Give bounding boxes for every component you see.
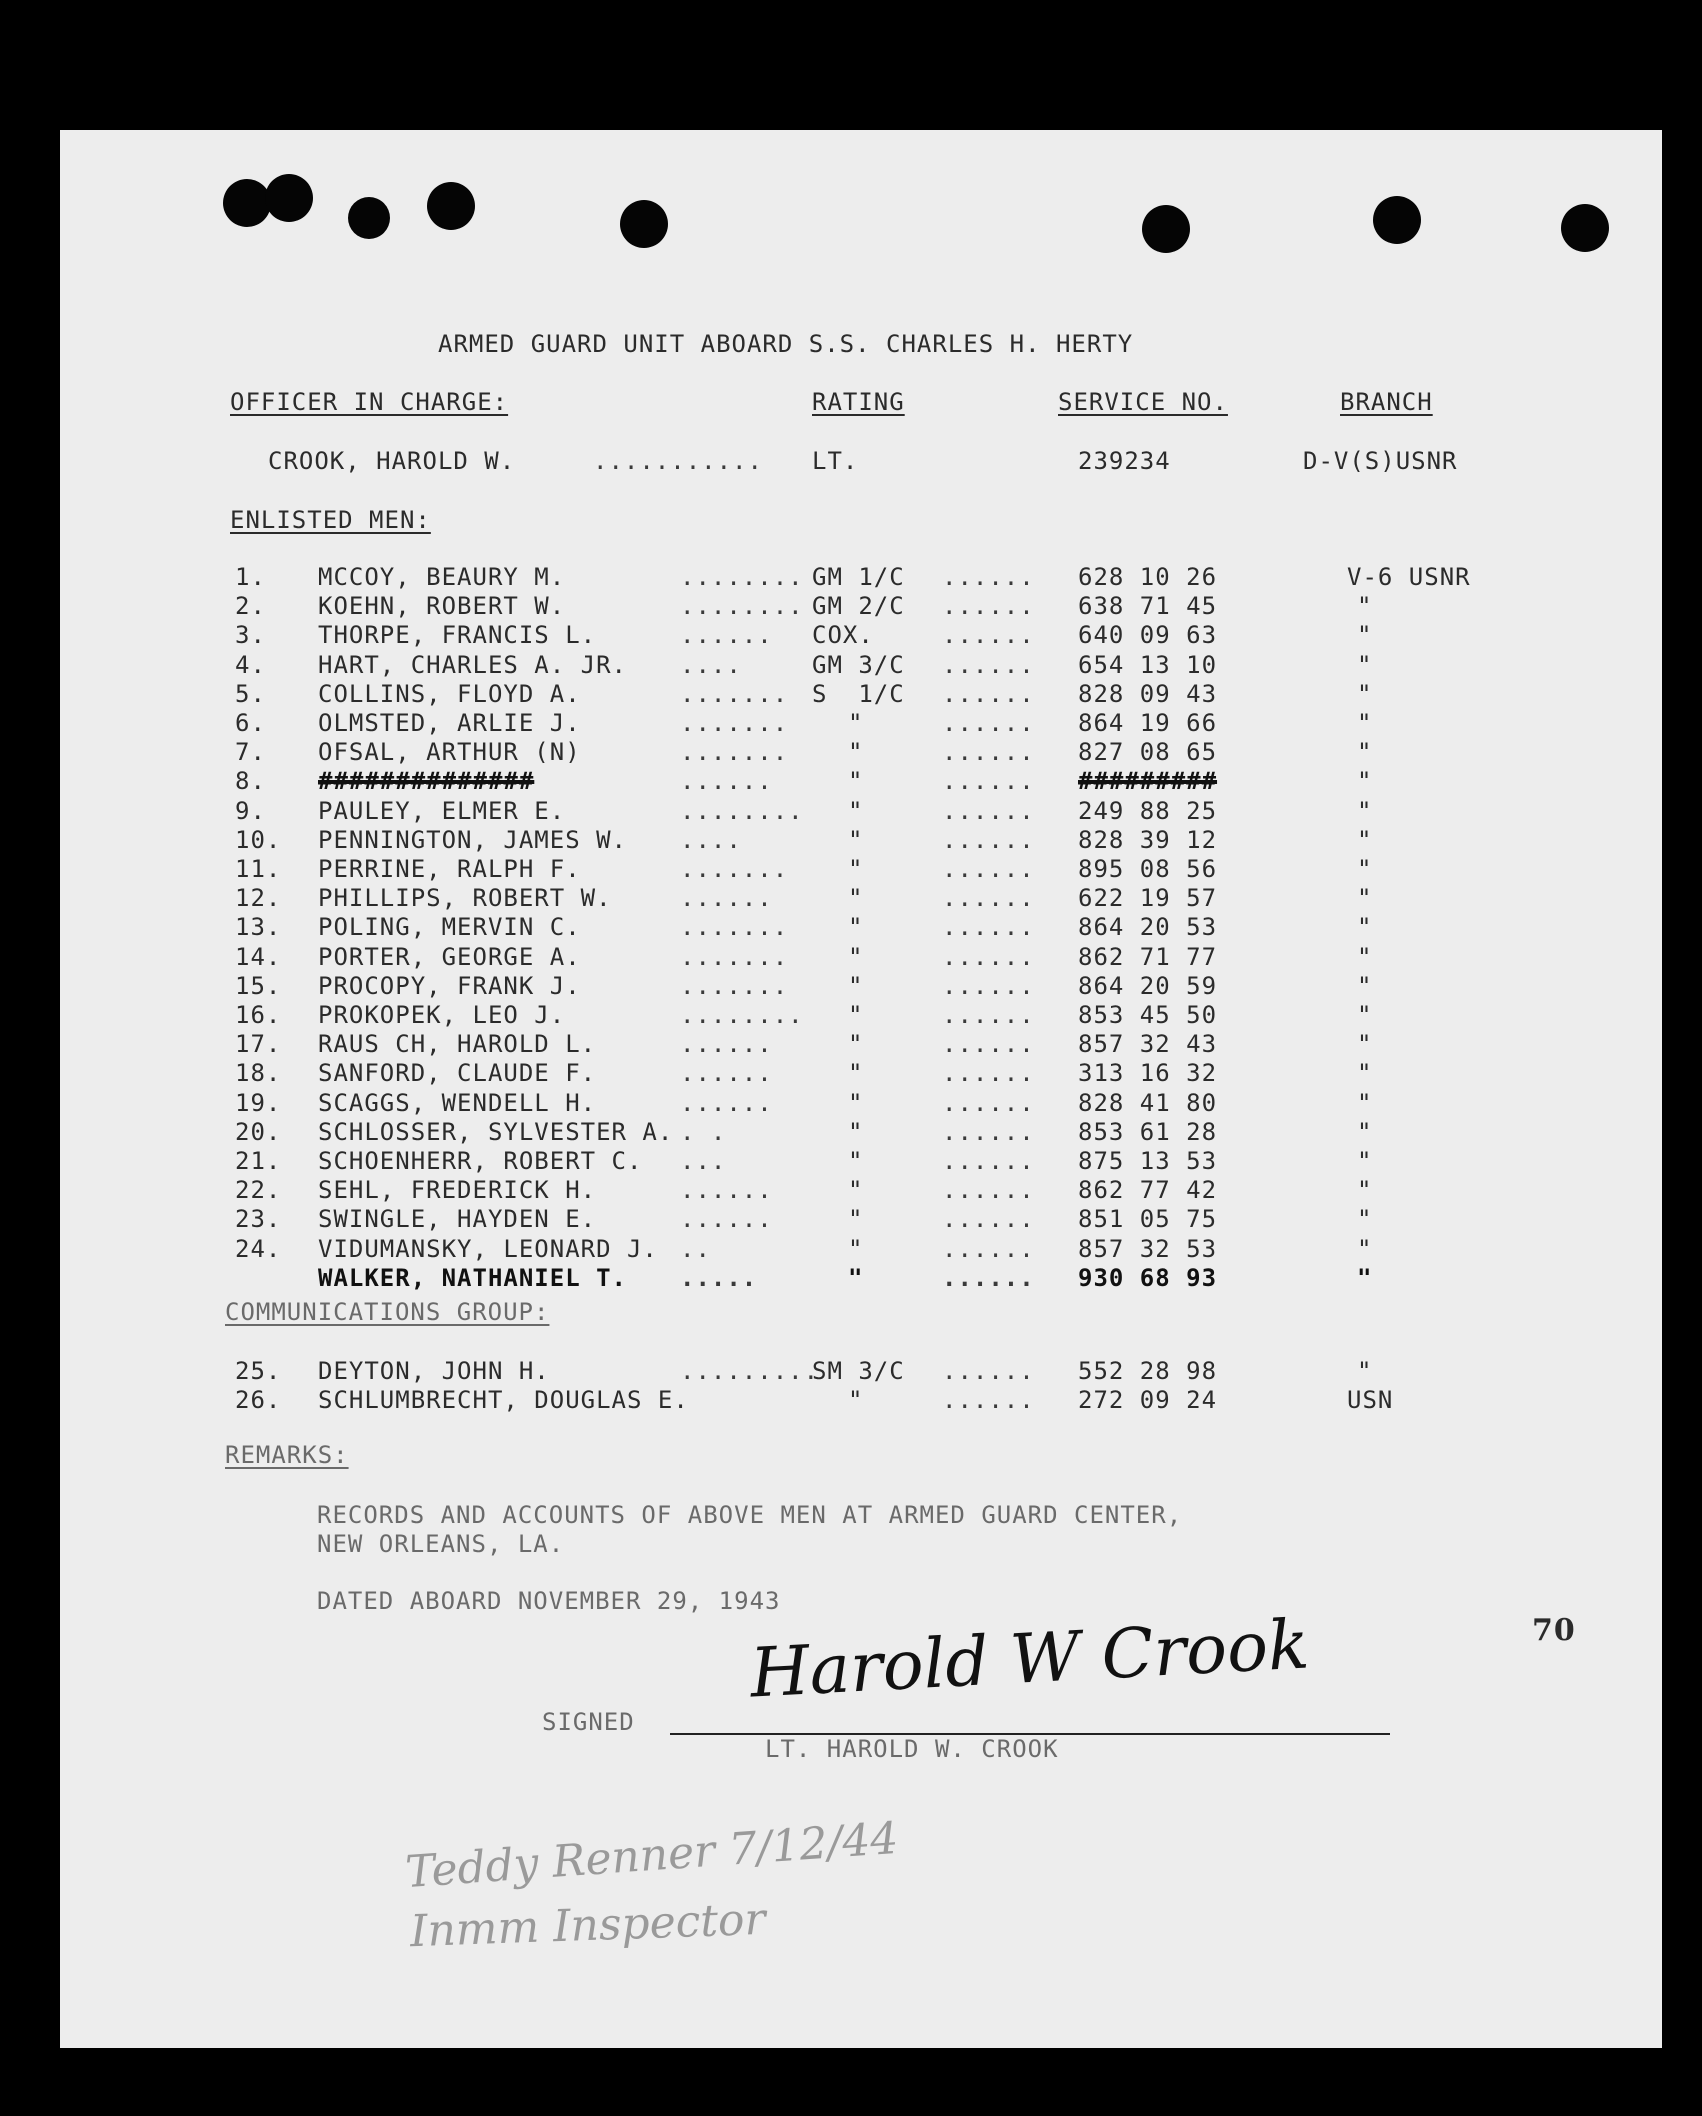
table-row [60,592,1662,621]
rating-value: " [848,1117,864,1146]
rating-value: " [848,1030,864,1059]
page-number: 70 [1532,1613,1576,1648]
service-number: 895 08 56 [1078,855,1218,883]
row-number: 20. [235,1117,282,1146]
service-number: 827 08 65 [1078,738,1218,767]
rating-value: " [848,942,864,971]
person-name: OFSAL, ARTHUR (N) [318,738,581,767]
table-row [60,621,1662,650]
service-number: 857 32 43 [1078,1030,1218,1059]
table-row [60,1059,1662,1088]
inspector-note: Inmm Inspector [409,1893,767,1958]
branch-value: " [1357,738,1373,767]
service-number: 272 09 24 [1078,1386,1218,1414]
rating-value: GM 3/C [812,650,905,679]
service-number: 640 09 63 [1078,621,1218,650]
person-name: DEYTON, JOHN H. [318,1357,550,1385]
person-name: SCAGGS, WENDELL H. [318,1088,597,1117]
leader-dots: ....... [680,913,789,942]
leader-dots: ...... [942,825,1035,854]
punch-hole [348,197,390,239]
rating-value: " [848,1386,864,1414]
rating-value: " [848,738,864,767]
branch-value: " [1357,1263,1373,1292]
leader-dots: ....... [680,679,789,708]
table-row [60,680,1662,709]
service-number: 249 88 25 [1078,796,1218,825]
leader-dots: ...... [942,913,1035,942]
service-number: 654 13 10 [1078,650,1218,679]
row-number: 2. [235,592,266,621]
table-row [60,1205,1662,1234]
table-row [60,943,1662,972]
person-name: SEHL, FREDERICK H. [318,1176,597,1205]
leader-dots: ...... [942,1263,1035,1292]
service-number: 864 20 59 [1078,971,1218,1000]
branch-value: " [1357,621,1373,650]
leader-dots: ...... [942,971,1035,1000]
branch-value: " [1357,1117,1373,1146]
leader-dots: .. [680,1234,711,1263]
leader-dots: ....... [680,709,789,737]
leader-dots: ...... [942,855,1035,883]
person-name: PAULEY, ELMER E. [318,796,566,825]
service-number: 552 28 98 [1078,1357,1218,1385]
leader-dots: ........ [680,1001,804,1029]
punch-hole [1373,196,1421,244]
leader-dots: ...... [680,767,773,796]
leader-dots: ...... [942,679,1035,708]
table-row [60,1235,1662,1264]
leader-dots: ...... [942,942,1035,971]
punch-hole [427,182,475,230]
person-name: OLMSTED, ARLIE J. [318,709,581,737]
rating-value: " [848,1234,864,1263]
inspector-note: Teddy Renner 7/12/44 [403,1812,900,1899]
leader-dots: ....... [680,971,789,1000]
leader-dots: ...... [680,621,773,650]
row-number: 1. [235,563,266,591]
rating-value: " [848,971,864,1000]
leader-dots: ...... [942,563,1035,591]
leader-dots: ...... [680,1088,773,1117]
person-name: SCHOENHERR, ROBERT C. [318,1147,643,1175]
service-number: 853 61 28 [1078,1117,1218,1146]
branch-value: " [1357,1147,1373,1175]
row-number: 26. [235,1386,282,1414]
rating-value: GM 2/C [812,592,905,621]
table-row [60,913,1662,942]
branch-heading: BRANCH [1340,388,1433,416]
leader-dots: ....... [680,738,789,767]
row-number: 4. [235,650,266,679]
branch-value: " [1357,942,1373,971]
row-number: 11. [235,855,282,883]
branch-value: " [1357,1088,1373,1117]
leader-dots: ...... [942,1030,1035,1059]
leader-dots: ..... [680,1263,758,1292]
rating-value: " [848,855,864,883]
person-name: PERRINE, RALPH F. [318,855,581,883]
person-name: PROCOPY, FRANK J. [318,971,581,1000]
leader-dots: ...... [680,1030,773,1059]
row-number: 13. [235,913,282,942]
rating-value: GM 1/C [812,563,905,591]
service-number: 851 05 75 [1078,1205,1218,1234]
signed-label: SIGNED [542,1708,635,1736]
branch-value: V-6 USNR [1347,563,1471,591]
branch-value: " [1357,709,1373,737]
leader-dots: ...... [942,1088,1035,1117]
rating-value: COX. [812,621,874,650]
rating-value: " [848,1147,864,1175]
leader-dots: ...... [680,1205,773,1234]
branch-value: " [1357,650,1373,679]
branch-value: " [1357,884,1373,913]
officer-service-no: 239234 [1078,447,1171,475]
leader-dots: ...... [942,1147,1035,1175]
communications-heading: COMMUNICATIONS GROUP: [225,1298,550,1326]
service-number: 828 41 80 [1078,1088,1218,1117]
leader-dots: ...... [942,592,1035,621]
row-number: 15. [235,971,282,1000]
service-number: 622 19 57 [1078,884,1218,913]
person-name: THORPE, FRANCIS L. [318,621,597,650]
row-number: 21. [235,1147,282,1175]
leader-dots: ....... [680,855,789,883]
person-name: MCCOY, BEAURY M. [318,563,566,591]
row-number: 25. [235,1357,282,1385]
rating-heading: RATING [812,388,905,416]
branch-value: " [1357,971,1373,1000]
service-no-heading: SERVICE NO. [1058,388,1228,416]
service-number: 628 10 26 [1078,563,1218,591]
person-name: ############## [318,767,535,796]
leader-dots: ...... [942,1205,1035,1234]
leader-dots: . . [680,1117,727,1146]
row-number: 9. [235,796,266,825]
document-title: ARMED GUARD UNIT ABOARD S.S. CHARLES H. HERTY [438,330,1134,358]
leader-dots: ...... [942,738,1035,767]
rating-value: " [848,913,864,942]
service-number: 313 16 32 [1078,1059,1218,1088]
row-number: 18. [235,1059,282,1088]
rating-value: " [848,884,864,913]
remarks-line: RECORDS AND ACCOUNTS OF ABOVE MEN AT ARMED GUARD CENTER, [317,1501,1183,1529]
table-row [60,855,1662,884]
person-name: SCHLOSSER, SYLVESTER A. [318,1117,674,1146]
officer-name: CROOK, HAROLD W. [268,447,516,475]
leader-dots: ...... [942,1357,1035,1385]
branch-value: " [1357,1059,1373,1088]
person-name: HART, CHARLES A. JR. [318,650,627,679]
leader-dots: ... [680,1147,727,1175]
leader-dots: ...... [942,709,1035,737]
person-name: POLING, MERVIN C. [318,913,581,942]
person-name: PROKOPEK, LEO J. [318,1001,566,1029]
branch-value: " [1357,796,1373,825]
person-name: SANFORD, CLAUDE F. [318,1059,597,1088]
branch-value: " [1357,1357,1373,1385]
leader-dots: ...... [942,650,1035,679]
table-row [60,1386,1662,1415]
row-number: 6. [235,709,266,737]
row-number: 23. [235,1205,282,1234]
person-name: SCHLUMBRECHT, DOUGLAS E. [318,1386,689,1414]
branch-value: " [1357,855,1373,883]
row-number: 22. [235,1176,282,1205]
table-row [60,797,1662,826]
service-number: 857 32 53 [1078,1234,1218,1263]
table-row [60,1147,1662,1176]
table-row [60,826,1662,855]
branch-value: " [1357,1001,1373,1029]
person-name: WALKER, NATHANIEL T. [318,1263,627,1292]
person-name: COLLINS, FLOYD A. [318,679,581,708]
branch-value: " [1357,913,1373,942]
branch-value: " [1357,592,1373,621]
rating-value: " [848,1001,864,1029]
officer-heading: OFFICER IN CHARGE: [230,388,509,416]
person-name: PENNINGTON, JAMES W. [318,825,627,854]
row-number: 7. [235,738,266,767]
remarks-heading: REMARKS: [225,1441,349,1469]
rating-value: S 1/C [812,679,905,708]
branch-value: " [1357,1030,1373,1059]
signer-name: LT. HAROLD W. CROOK [765,1735,1059,1763]
officer-branch: D-V(S)USNR [1303,447,1458,475]
punch-hole [265,174,313,222]
person-name: PORTER, GEORGE A. [318,942,581,971]
punch-hole [1561,204,1609,252]
branch-value: " [1357,679,1373,708]
rating-value: SM 3/C [812,1357,905,1385]
service-number: 862 77 42 [1078,1176,1218,1205]
table-row [60,1001,1662,1030]
branch-value: " [1357,767,1373,796]
row-number: 10. [235,825,282,854]
rating-value: " [848,767,864,796]
leader-dots: ....... [680,942,789,971]
service-number: 930 68 93 [1078,1263,1218,1292]
person-name: RAUS CH, HAROLD L. [318,1030,597,1059]
leader-dots: ...... [942,1001,1035,1029]
table-row [60,1089,1662,1118]
row-number: 14. [235,942,282,971]
row-number: 8. [235,767,266,796]
dated-line: DATED ABOARD NOVEMBER 29, 1943 [317,1587,781,1615]
person-name: KOEHN, ROBERT W. [318,592,566,621]
branch-value: " [1357,1176,1373,1205]
table-row [60,1176,1662,1205]
service-number: 875 13 53 [1078,1147,1218,1175]
service-number: 638 71 45 [1078,592,1218,621]
leader-dots: ...... [942,796,1035,825]
rating-value: " [848,825,864,854]
leader-dots: ...... [942,1176,1035,1205]
table-row [60,1030,1662,1059]
leader-dots: ...... [942,1234,1035,1263]
table-row [60,972,1662,1001]
rating-value: " [848,709,864,737]
row-number: 16. [235,1001,282,1029]
row-number: 5. [235,679,266,708]
table-row [60,738,1662,767]
table-row [60,1118,1662,1147]
leader-dots: ........ [680,563,804,591]
branch-value: " [1357,1205,1373,1234]
leader-dots: ...... [680,884,773,913]
leader-dots: ...... [942,1059,1035,1088]
enlisted-heading: ENLISTED MEN: [230,506,431,534]
rating-value: " [848,1088,864,1117]
branch-value: " [1357,825,1373,854]
leader-dots: ...... [942,621,1035,650]
remarks-line: NEW ORLEANS, LA. [317,1530,565,1558]
row-number: 17. [235,1030,282,1059]
branch-value: " [1357,1234,1373,1263]
rating-value: " [848,1205,864,1234]
rating-value: " [848,1059,864,1088]
leader-dots: ...... [942,884,1035,913]
leader-dots: ...... [680,1059,773,1088]
service-number: 862 71 77 [1078,942,1218,971]
leader-dots: ...... [680,1176,773,1205]
leader-dots: ........... [593,447,763,475]
person-name: PHILLIPS, ROBERT W. [318,884,612,913]
leader-dots: ...... [942,1386,1035,1414]
row-number: 3. [235,621,266,650]
leader-dots: ........ [680,592,804,621]
table-row [60,563,1662,592]
leader-dots: ...... [942,1117,1035,1146]
branch-value: USN [1347,1386,1394,1414]
punch-hole [1142,205,1190,253]
person-name: SWINGLE, HAYDEN E. [318,1205,597,1234]
officer-rating: LT. [812,447,859,475]
person-name: VIDUMANSKY, LEONARD J. [318,1234,658,1263]
rating-value: " [848,1176,864,1205]
rating-value: " [848,796,864,825]
row-number: 12. [235,884,282,913]
row-number: 19. [235,1088,282,1117]
punch-hole [223,179,271,227]
leader-dots: ...... [942,767,1035,796]
officer-row [60,447,1662,476]
leader-dots: .... [680,825,742,854]
table-row [60,709,1662,738]
leader-dots: .... [680,650,742,679]
service-number: 864 20 53 [1078,913,1218,942]
rating-value: " [848,1263,864,1292]
document-page [60,130,1662,2048]
table-row [60,1264,1662,1293]
service-number: 853 45 50 [1078,1001,1218,1029]
table-row [60,651,1662,680]
row-number: 24. [235,1234,282,1263]
service-number: 864 19 66 [1078,709,1218,737]
leader-dots: ......... [680,1357,820,1385]
punch-hole [620,200,668,248]
leader-dots: ........ [680,796,804,825]
service-number: 828 39 12 [1078,825,1218,854]
service-number: 828 09 43 [1078,679,1218,708]
table-row [60,767,1662,796]
table-row [60,1357,1662,1386]
table-row [60,884,1662,913]
service-number: ######### [1078,767,1218,796]
signature: Harold W Crook [748,1605,1311,1714]
